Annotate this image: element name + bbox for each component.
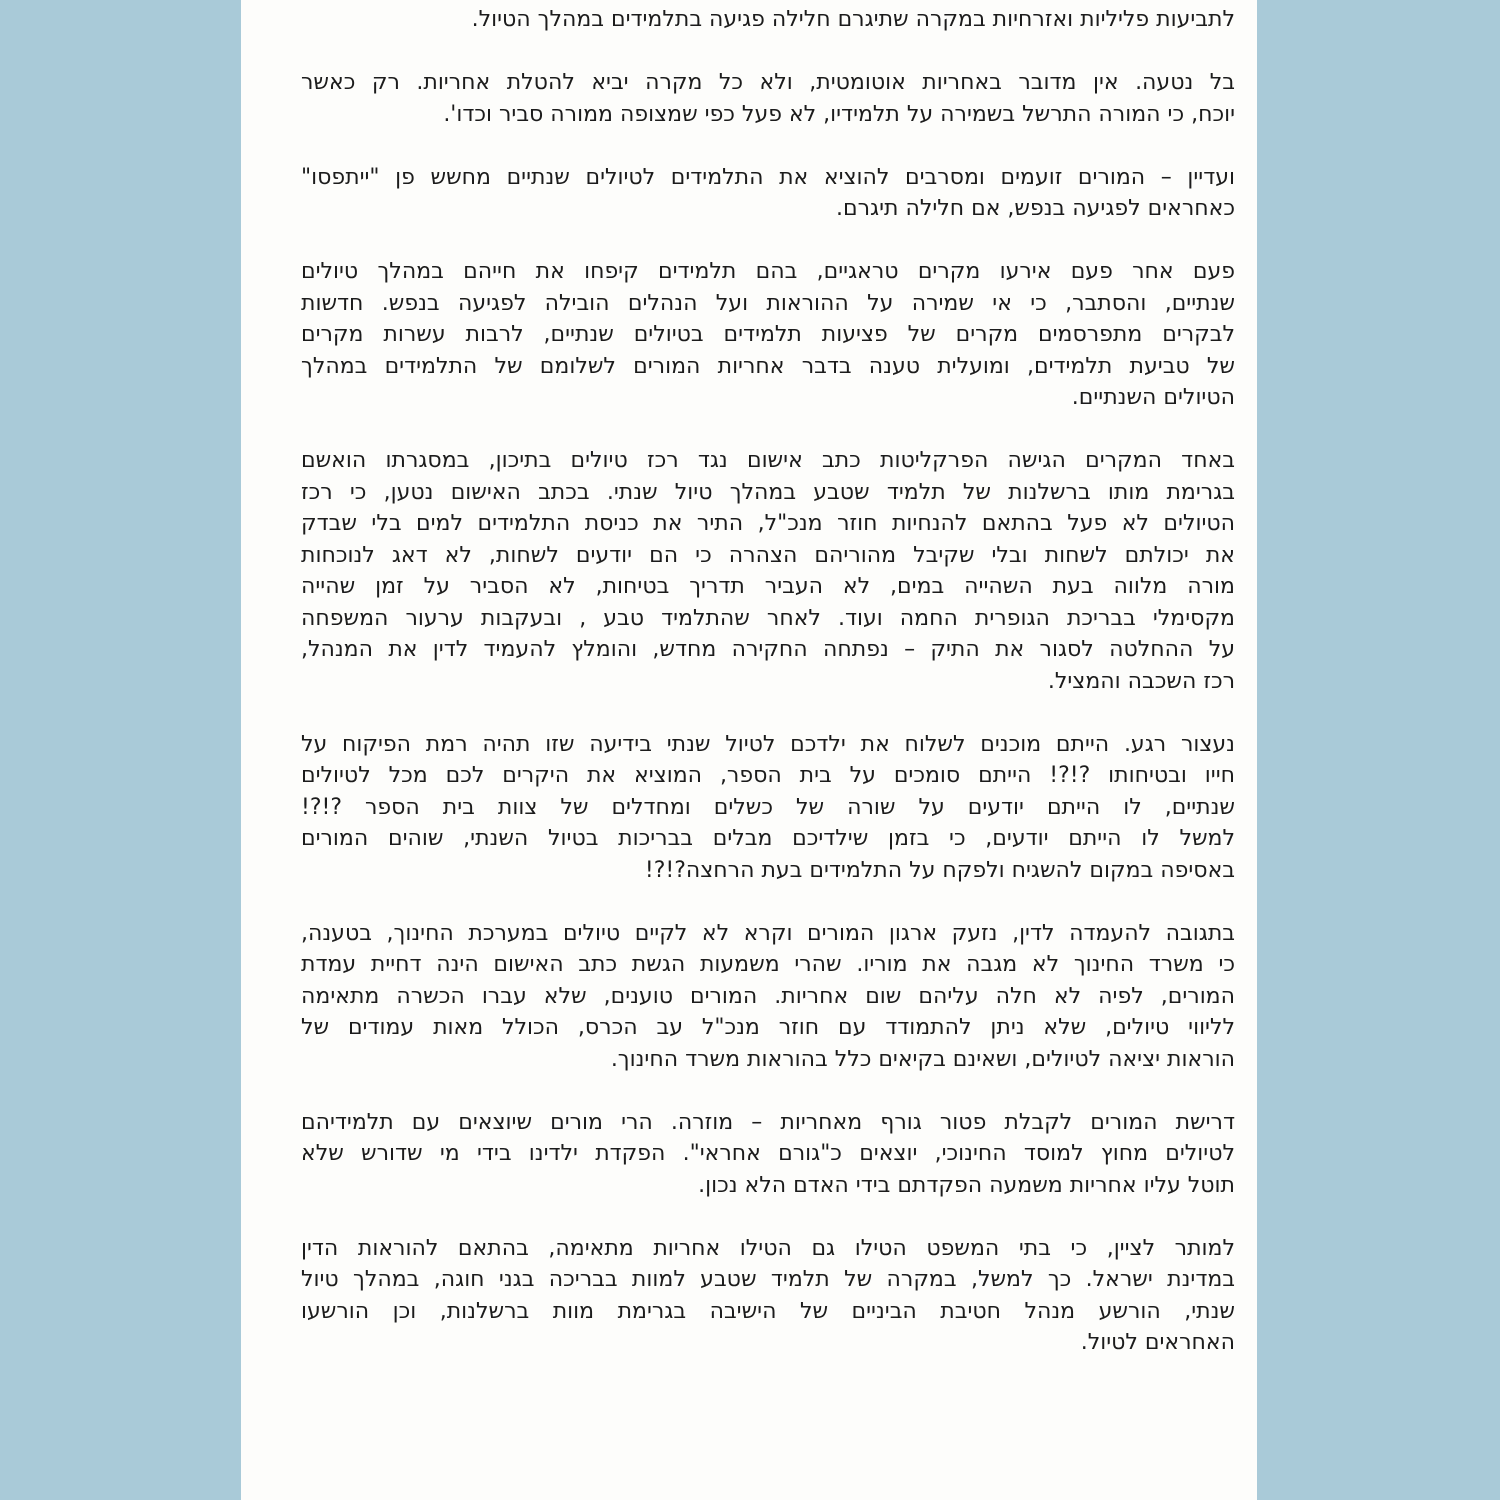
- text-line: הוראות יציאה לטיולים, ושאינם בקיאים כלל בהוראות משרד החינוך.: [610, 1046, 1235, 1072]
- text-line: מורה מלווה בעת השהייה במים, לא העביר תדריך בטיחות, לא הסביר על זמן שהייה: [301, 574, 1235, 599]
- text-line: למשל לו הייתם יודעים, כי בזמן שילדיכם מבלים בבריכות בטיול השנתי, שוהים המורים: [301, 826, 1235, 851]
- paragraph: [301, 1233, 1235, 1359]
- text-line: המורים, לפיה לא חלה עליהם שום אחריות. המורים טוענים, שלא עברו הכשרה מתאימה: [301, 983, 1235, 1009]
- text-line: פעם אחר פעם אירעו מקרים טראגיים, בהם תלמידים קיפחו את חייהם במהלך טיולים: [301, 259, 1235, 284]
- text-line: לבקרים מתפרסמים מקרים של פציעות תלמידים בטיולים שנתיים, לרבות עשרות מקרים: [301, 322, 1235, 347]
- text-line: למותר לציין, כי בתי המשפט הטילו גם הטילו אחריות מתאימה, בהתאם להוראות הדין: [301, 1235, 1235, 1261]
- document-body: [301, 4, 1235, 1359]
- text-line: לטיולים מחוץ למוסד החינוכי, יוצאים כ"גורם אחראי". הפקדת ילדינו בידי מי שדורש שלא: [301, 1141, 1235, 1166]
- text-line: לליווי טיולים, שלא ניתן להתמודד עם חוזר מנכ"ל עב הכרס, הכולל מאות עמודים של: [301, 1015, 1235, 1040]
- paragraph: [301, 162, 1235, 225]
- text-line: שנתי, הורשע מנהל חטיבת הביניים של הישיבה בגרימת מוות ברשלנות, וכן הורשעו: [301, 1298, 1235, 1324]
- text-line: בגרימת מותו ברשלנות של תלמיד שטבע במהלך טיול שנתי. בכתב האישום נטען, כי רכז: [301, 479, 1235, 505]
- text-line: תוטל עליו אחריות משמעה הפקדתם בידי האדם הלא נכון.: [698, 1172, 1235, 1198]
- paragraph: [301, 729, 1235, 887]
- text-line: הטיולים לא פעל בהתאם להנחיות חוזר מנכ"ל, התיר את כניסת התלמידים למים בלי שבדק: [301, 511, 1235, 536]
- text-line: הטיולים השנתיים.: [1071, 385, 1235, 410]
- document-page: [241, 0, 1257, 1500]
- text-line: מקסימלי בבריכת הגופרית החמה ועוד. לאחר שהתלמיד טבע , ובעקבות ערעור המשפחה: [301, 605, 1235, 631]
- text-line: כאחראים לפגיעה בנפש, אם חלילה תיגרם.: [836, 196, 1235, 221]
- text-line: את יכולתם לשחות ובלי שקיבל מהוריהם הצהרה כי הם יודעים לשחות, לא דאג לנוכחות: [301, 542, 1235, 568]
- text-line: באסיפה במקום להשגיח ולפקח על התלמידים בעת הרחצה?!?!: [644, 857, 1235, 883]
- text-line: חייו ובטיחותו ?!?! הייתם סומכים על בית הספר, המוציא את היקרים לכם מכל לטיולים: [301, 763, 1235, 788]
- text-line: רכז השכבה והמציל.: [1047, 668, 1235, 694]
- paragraph: [301, 4, 1235, 36]
- text-line: שנתיים, והסתבר, כי אי שמירה על ההוראות ועל הנהלים הובילה לפגיעה בנפש. חדשות: [301, 290, 1235, 316]
- text-line: במדינת ישראל. כך למשל, במקרה של תלמיד שטבע למוות בבריכה בגני חוגה, במהלך טיול: [301, 1267, 1235, 1292]
- text-line: בתגובה להעמדה לדין, נזעק ארגון המורים וקרא לא לקיים טיולים במערכת החינוך, בטענה,: [301, 920, 1235, 946]
- paragraph: [301, 67, 1235, 130]
- text-line: דרישת המורים לקבלת פטור גורף מאחריות – מוזרה. הרי מורים שיוצאים עם תלמידיהם: [301, 1109, 1235, 1135]
- paragraph: [301, 445, 1235, 697]
- paragraph: [301, 1107, 1235, 1202]
- text-line: האחראים לטיול.: [1080, 1330, 1235, 1355]
- text-line: שנתיים, לו הייתם יודעים על שורה של כשלים ומחדלים של צוות בית הספר ?!?!: [301, 794, 1235, 820]
- text-line: בל נטעה. אין מדובר באחריות אוטומטית, ולא כל מקרה יביא להטלת אחריות. רק כאשר: [301, 70, 1235, 95]
- text-line: ועדיין – המורים זועמים ומסרבים להוציא את התלמידים לטיולים שנתיים מחשש פן "ייתפסו": [301, 164, 1235, 190]
- text-line: לתביעות פליליות ואזרחיות במקרה שתיגרם חלילה פגיעה בתלמידים במהלך הטיול.: [471, 7, 1235, 32]
- text-line: על ההחלטה לסגור את התיק – נפתחה החקירה מחדש, והומלץ להעמיד לדין את המנהל,: [301, 637, 1235, 662]
- paragraph: [301, 256, 1235, 414]
- paragraph: [301, 918, 1235, 1076]
- text-line: באחד המקרים הגישה הפרקליטות כתב אישום נגד רכז טיולים בתיכון, במסגרתו הואשם: [301, 448, 1235, 473]
- text-line: נעצור רגע. הייתם מוכנים לשלוח את ילדכם לטיול שנתי בידיעה שזו תהיה רמת הפיקוח על: [301, 731, 1235, 757]
- text-line: של טביעת תלמידים, ומועלית טענה בדבר אחריות המורים לשלומם של התלמידים במהלך: [301, 353, 1235, 379]
- text-line: יוכח, כי המורה התרשל בשמירה על תלמידיו, לא פעל כפי שמצופה ממורה סביר וכדו'.: [443, 101, 1235, 127]
- text-line: כי משרד החינוך לא מגבה את מוריו. שהרי משמעות הגשת כתב האישום הינה דחיית עמדת: [301, 952, 1235, 977]
